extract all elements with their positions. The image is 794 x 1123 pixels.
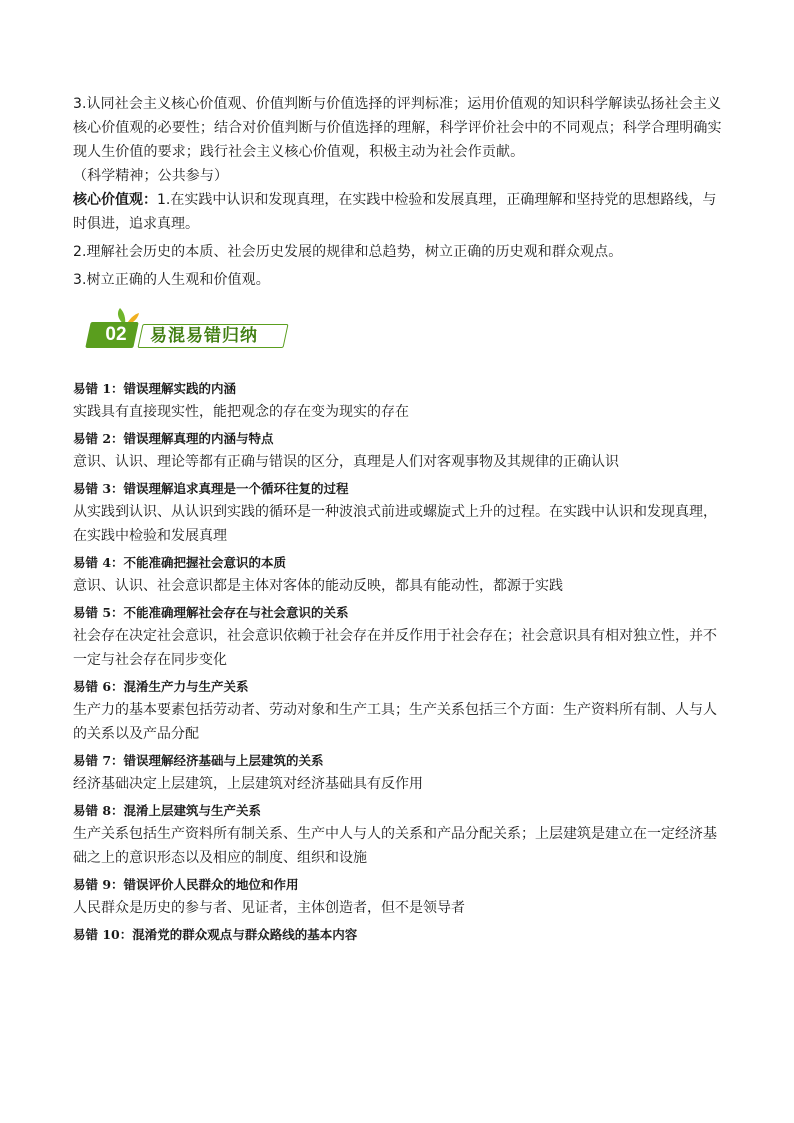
list-item — [73, 924, 723, 946]
error-item-heading: 易错 6：混淆生产力与生产关系 — [73, 679, 249, 694]
competency-note: （科学精神；公共参与） — [73, 168, 229, 184]
core-values-text-1: 1.在实践中认识和发现真理，在实践中检验和发展真理，正确理解和坚持党的思想路线，与时俱进，追求真理。 — [73, 192, 717, 232]
list-item — [73, 750, 723, 796]
list-item — [73, 428, 723, 474]
error-item-body: 从实践到认识、从认识到实践的循环是一种波浪式前进或螺旋式上升的过程。在实践中认识和发现真理，在实践中检验和发展真理 — [73, 504, 717, 544]
objective-paragraph-3: 3.认同社会主义核心价值观、价值判断与价值选择的评判标准；运用价值观的知识科学解读弘扬社会主义核心价值观的必要性；结合对价值判断与价值选择的理解，科学评价社会中的不同观点；科学合理明确实现人生价值的要求；践行社会主义核心价值观，积极主动为社会作贡献。 — [73, 96, 722, 160]
error-item-body: 生产力的基本要素包括劳动者、劳动对象和生产工具；生产关系包括三个方面：生产资料所有制、人与人的关系以及产品分配 — [73, 702, 717, 742]
error-item-heading: 易错 1：错误理解实践的内涵 — [73, 381, 237, 396]
section-banner — [88, 306, 298, 354]
error-item-heading: 易错 10：混淆党的群众观点与群众路线的基本内容 — [73, 927, 358, 942]
error-item-body: 人民群众是历史的参与者、见证者，主体创造者，但不是领导者 — [73, 900, 465, 916]
error-item-body: 经济基础决定上层建筑，上层建筑对经济基础具有反作用 — [73, 776, 423, 792]
list-item — [73, 676, 723, 746]
error-item-heading: 易错 3：错误理解追求真理是一个循环往复的过程 — [73, 481, 349, 496]
section-number: 02 — [105, 324, 127, 345]
list-item — [73, 874, 723, 920]
error-item-body: 实践具有直接现实性，能把观念的存在变为现实的存在 — [73, 404, 409, 420]
error-item-body: 生产关系包括生产资料所有制关系、生产中人与人的关系和产品分配关系；上层建筑是建立在一定经济基础之上的意识形态以及相应的制度、组织和设施 — [73, 826, 717, 866]
core-values-line-3: 3.树立正确的人生观和价值观。 — [73, 272, 270, 288]
list-item — [73, 378, 723, 424]
core-values-line-1 — [73, 188, 723, 236]
list-item — [73, 478, 723, 548]
section-title: 易混易错归纳 — [150, 326, 258, 346]
document-page — [73, 92, 723, 948]
error-item-heading: 易错 8：混淆上层建筑与生产关系 — [73, 803, 262, 818]
error-item-body: 意识、认识、理论等都有正确与错误的区分，真理是人们对客观事物及其规律的正确认识 — [73, 454, 619, 470]
error-item-heading: 易错 5：不能准确理解社会存在与社会意识的关系 — [73, 605, 349, 620]
error-item-heading: 易错 4：不能准确把握社会意识的本质 — [73, 555, 287, 570]
list-item — [73, 602, 723, 672]
core-values-label: 核心价值观： — [73, 192, 157, 208]
error-item-body: 社会存在决定社会意识，社会意识依赖于社会存在并反作用于社会存在；社会意识具有相对独立性，并不一定与社会存在同步变化 — [73, 628, 717, 668]
list-item — [73, 800, 723, 870]
error-item-body: 意识、认识、社会意识都是主体对客体的能动反映，都具有能动性，都源于实践 — [73, 578, 563, 594]
core-values-line-2: 2.理解社会历史的本质、社会历史发展的规律和总趋势，树立正确的历史观和群众观点。 — [73, 244, 623, 260]
error-item-heading: 易错 2：错误理解真理的内涵与特点 — [73, 431, 274, 446]
list-item — [73, 552, 723, 598]
error-item-heading: 易错 9：错误评价人民群众的地位和作用 — [73, 877, 299, 892]
error-item-heading: 易错 7：错误理解经济基础与上层建筑的关系 — [73, 753, 324, 768]
